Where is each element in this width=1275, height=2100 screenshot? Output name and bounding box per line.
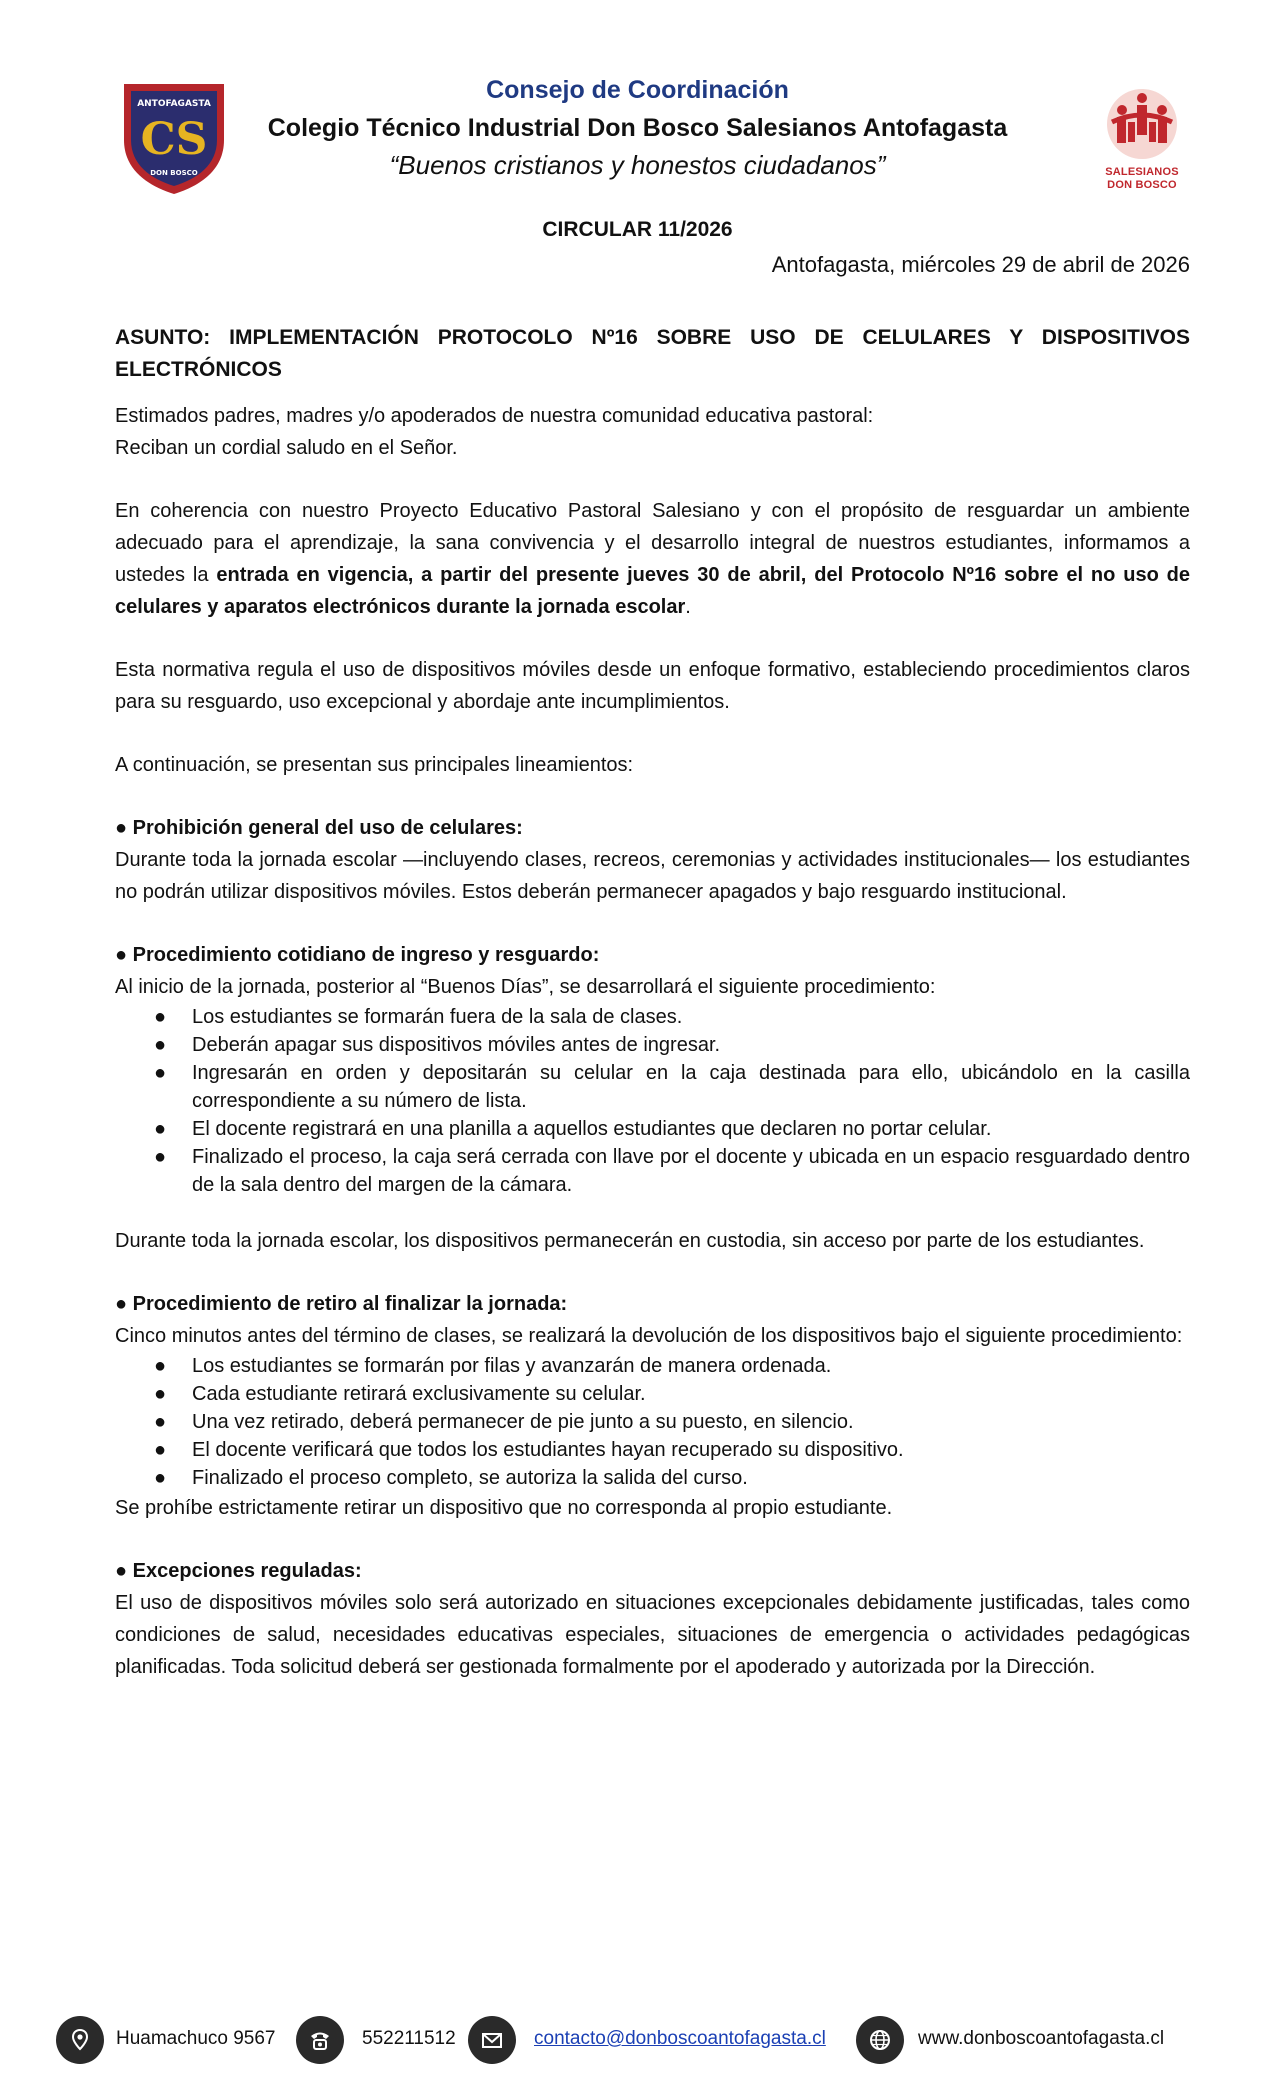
section-heading-exit-procedure: ● Procedimiento de retiro al finalizar la jornada: [115, 1293, 568, 1315]
footer-website[interactable]: www.donboscoantofagasta.cl [918, 2028, 1165, 2049]
paragraph-normative: Esta normativa regula el uso de dispositivos móviles desde un enfoque formativo, estableciendo procedimientos claros para su resguardo, uso excepcional y abordaje ante incumplimientos. [115, 659, 1190, 713]
protocol-effective-notice: entrada en vigencia, a partir del presente jueves 30 de abril, del Protocolo Nº16 sobre el no uso de celulares y aparatos electrónicos durante la jornada escolar [115, 564, 1190, 618]
section-heading-entry-procedure: ● Procedimiento cotidiano de ingreso y resguardo: [115, 944, 600, 966]
salesianos-logo [1100, 86, 1184, 198]
exit-procedure-list [115, 1352, 1190, 1492]
paragraph-guidelines-intro: A continuación, se presentan sus principales lineamientos: [115, 754, 634, 776]
entry-procedure-list [115, 1003, 1190, 1199]
subject-line: ASUNTO: IMPLEMENTACIÓN PROTOCOLO Nº16 SOBRE USO DE CELULARES Y DISPOSITIVOS ELECTRÓNICOS [115, 326, 1190, 381]
section-intro-exit-procedure: Cinco minutos antes del término de clases, se realizará la devolución de los dispositivos bajo el siguiente procedimiento: [115, 1325, 1183, 1347]
footer-address: Huamachuco 9567 [116, 2028, 276, 2049]
list-item: ● Los estudiantes se formarán por filas y avanzarán de manera ordenada. [154, 1355, 832, 1377]
list-item: ● El docente verificará que todos los estudiantes hayan recuperado su dispositivo. [154, 1439, 904, 1461]
section-body-exceptions: El uso de dispositivos móviles solo será autorizado en situaciones excepcionales debidamente justificadas, tales como condiciones de salud, necesidades educativas especiales, situaciones de emergencia o actividades pedagógicas planificadas. Toda solicitud deberá ser gestionada formalmente por el apoderado y autorizada por la Dirección. [115, 1592, 1190, 1678]
phone-icon [296, 2016, 344, 2064]
section-body-prohibition: Durante toda la jornada escolar —incluyendo clases, recreos, ceremonias y actividades institucionales— los estudiantes no podrán utilizar dispositivos móviles. Estos deberán permanecer apagados y bajo resguardo institucional. [115, 849, 1190, 903]
circular-date: Antofagasta, miércoles 29 de abril de 2026 [771, 252, 1190, 277]
greeting-line-2: Reciban un cordial saludo en el Señor. [115, 437, 458, 459]
section-heading-prohibition: ● Prohibición general del uso de celulares: [115, 817, 523, 839]
list-item: ● Una vez retirado, deberá permanecer de pie junto a su puesto, en silencio. [154, 1411, 854, 1433]
section-intro-entry-procedure: Al inicio de la jornada, posterior al “Buenos Días”, se desarrollará el siguiente procedimiento: [115, 976, 936, 998]
list-item: ● Deberán apagar sus dispositivos móviles antes de ingresar. [154, 1034, 721, 1056]
bullet-icon: ● [115, 817, 128, 839]
svg-text:ANTOFAGASTA: ANTOFAGASTA [137, 99, 211, 109]
council-title: Consejo de Coordinación [486, 76, 789, 104]
globe-icon [856, 2016, 904, 2064]
greeting-line-1: Estimados padres, madres y/o apoderados de nuestra comunidad educativa pastoral: [115, 405, 874, 427]
section-heading-exceptions: ● Excepciones reguladas: [115, 1560, 362, 1582]
school-shield-logo [118, 78, 230, 196]
location-icon [56, 2016, 104, 2064]
school-name: Colegio Técnico Industrial Don Bosco Salesianos Antofagasta [267, 114, 1008, 142]
circular-number: CIRCULAR 11/2026 [542, 218, 733, 241]
section-after-entry-procedure: Durante toda la jornada escolar, los dispositivos permanecerán en custodia, sin acceso por parte de los estudiantes. [115, 1230, 1145, 1252]
footer-phone: 552211512 [362, 2028, 456, 2049]
bullet-icon: ● [115, 1293, 128, 1315]
contact-footer [56, 2016, 1216, 2068]
svg-text:DON BOSCO: DON BOSCO [150, 169, 198, 177]
list-item: ● El docente registrará en una planilla a aquellos estudiantes que declaren no portar celular. [154, 1118, 992, 1140]
list-item: ● Finalizado el proceso, la caja será cerrada con llave por el docente y ubicada en un espacio resguardado dentro de la sala dentro del margen de la cámara. [154, 1146, 1190, 1196]
bullet-icon: ● [115, 1560, 128, 1582]
mail-icon [468, 2016, 516, 2064]
list-item: ● Cada estudiante retirará exclusivamente su celular. [154, 1383, 646, 1405]
list-item: ● Los estudiantes se formarán fuera de la sala de clases. [154, 1006, 683, 1028]
bullet-icon: ● [115, 944, 128, 966]
school-motto: “Buenos cristianos y honestos ciudadanos” [389, 150, 886, 180]
salesianos-logo-text: SALESIANOS DON BOSCO [1105, 166, 1179, 191]
circular-body [115, 400, 1190, 1683]
footer-email-link[interactable]: contacto@donboscoantofagasta.cl [534, 2028, 826, 2049]
list-item: ● Finalizado el proceso completo, se autoriza la salida del curso. [154, 1467, 748, 1489]
list-item: ● Ingresarán en orden y depositarán su celular en la caja destinada para ello, ubicándolo en la casilla correspondiente a su número de lista. [154, 1062, 1190, 1112]
svg-text:CS: CS [140, 114, 208, 165]
section-after-exit-procedure: Se prohíbe estrictamente retirar un dispositivo que no corresponda al propio estudiante. [115, 1497, 893, 1519]
paragraph-context: En coherencia con nuestro Proyecto Educativo Pastoral Salesiano y con el propósito de resguardar un ambiente adecuado para el aprendizaje, la sana convivencia y el desarrollo integral de nuestros estudiantes, informamos a ustedes la entrada en vigencia, a partir del presente jueves 30 de abril, del Protocolo Nº16 sobre el no uso de celulares y aparatos electrónicos durante la jornada escolar. [115, 500, 1190, 618]
